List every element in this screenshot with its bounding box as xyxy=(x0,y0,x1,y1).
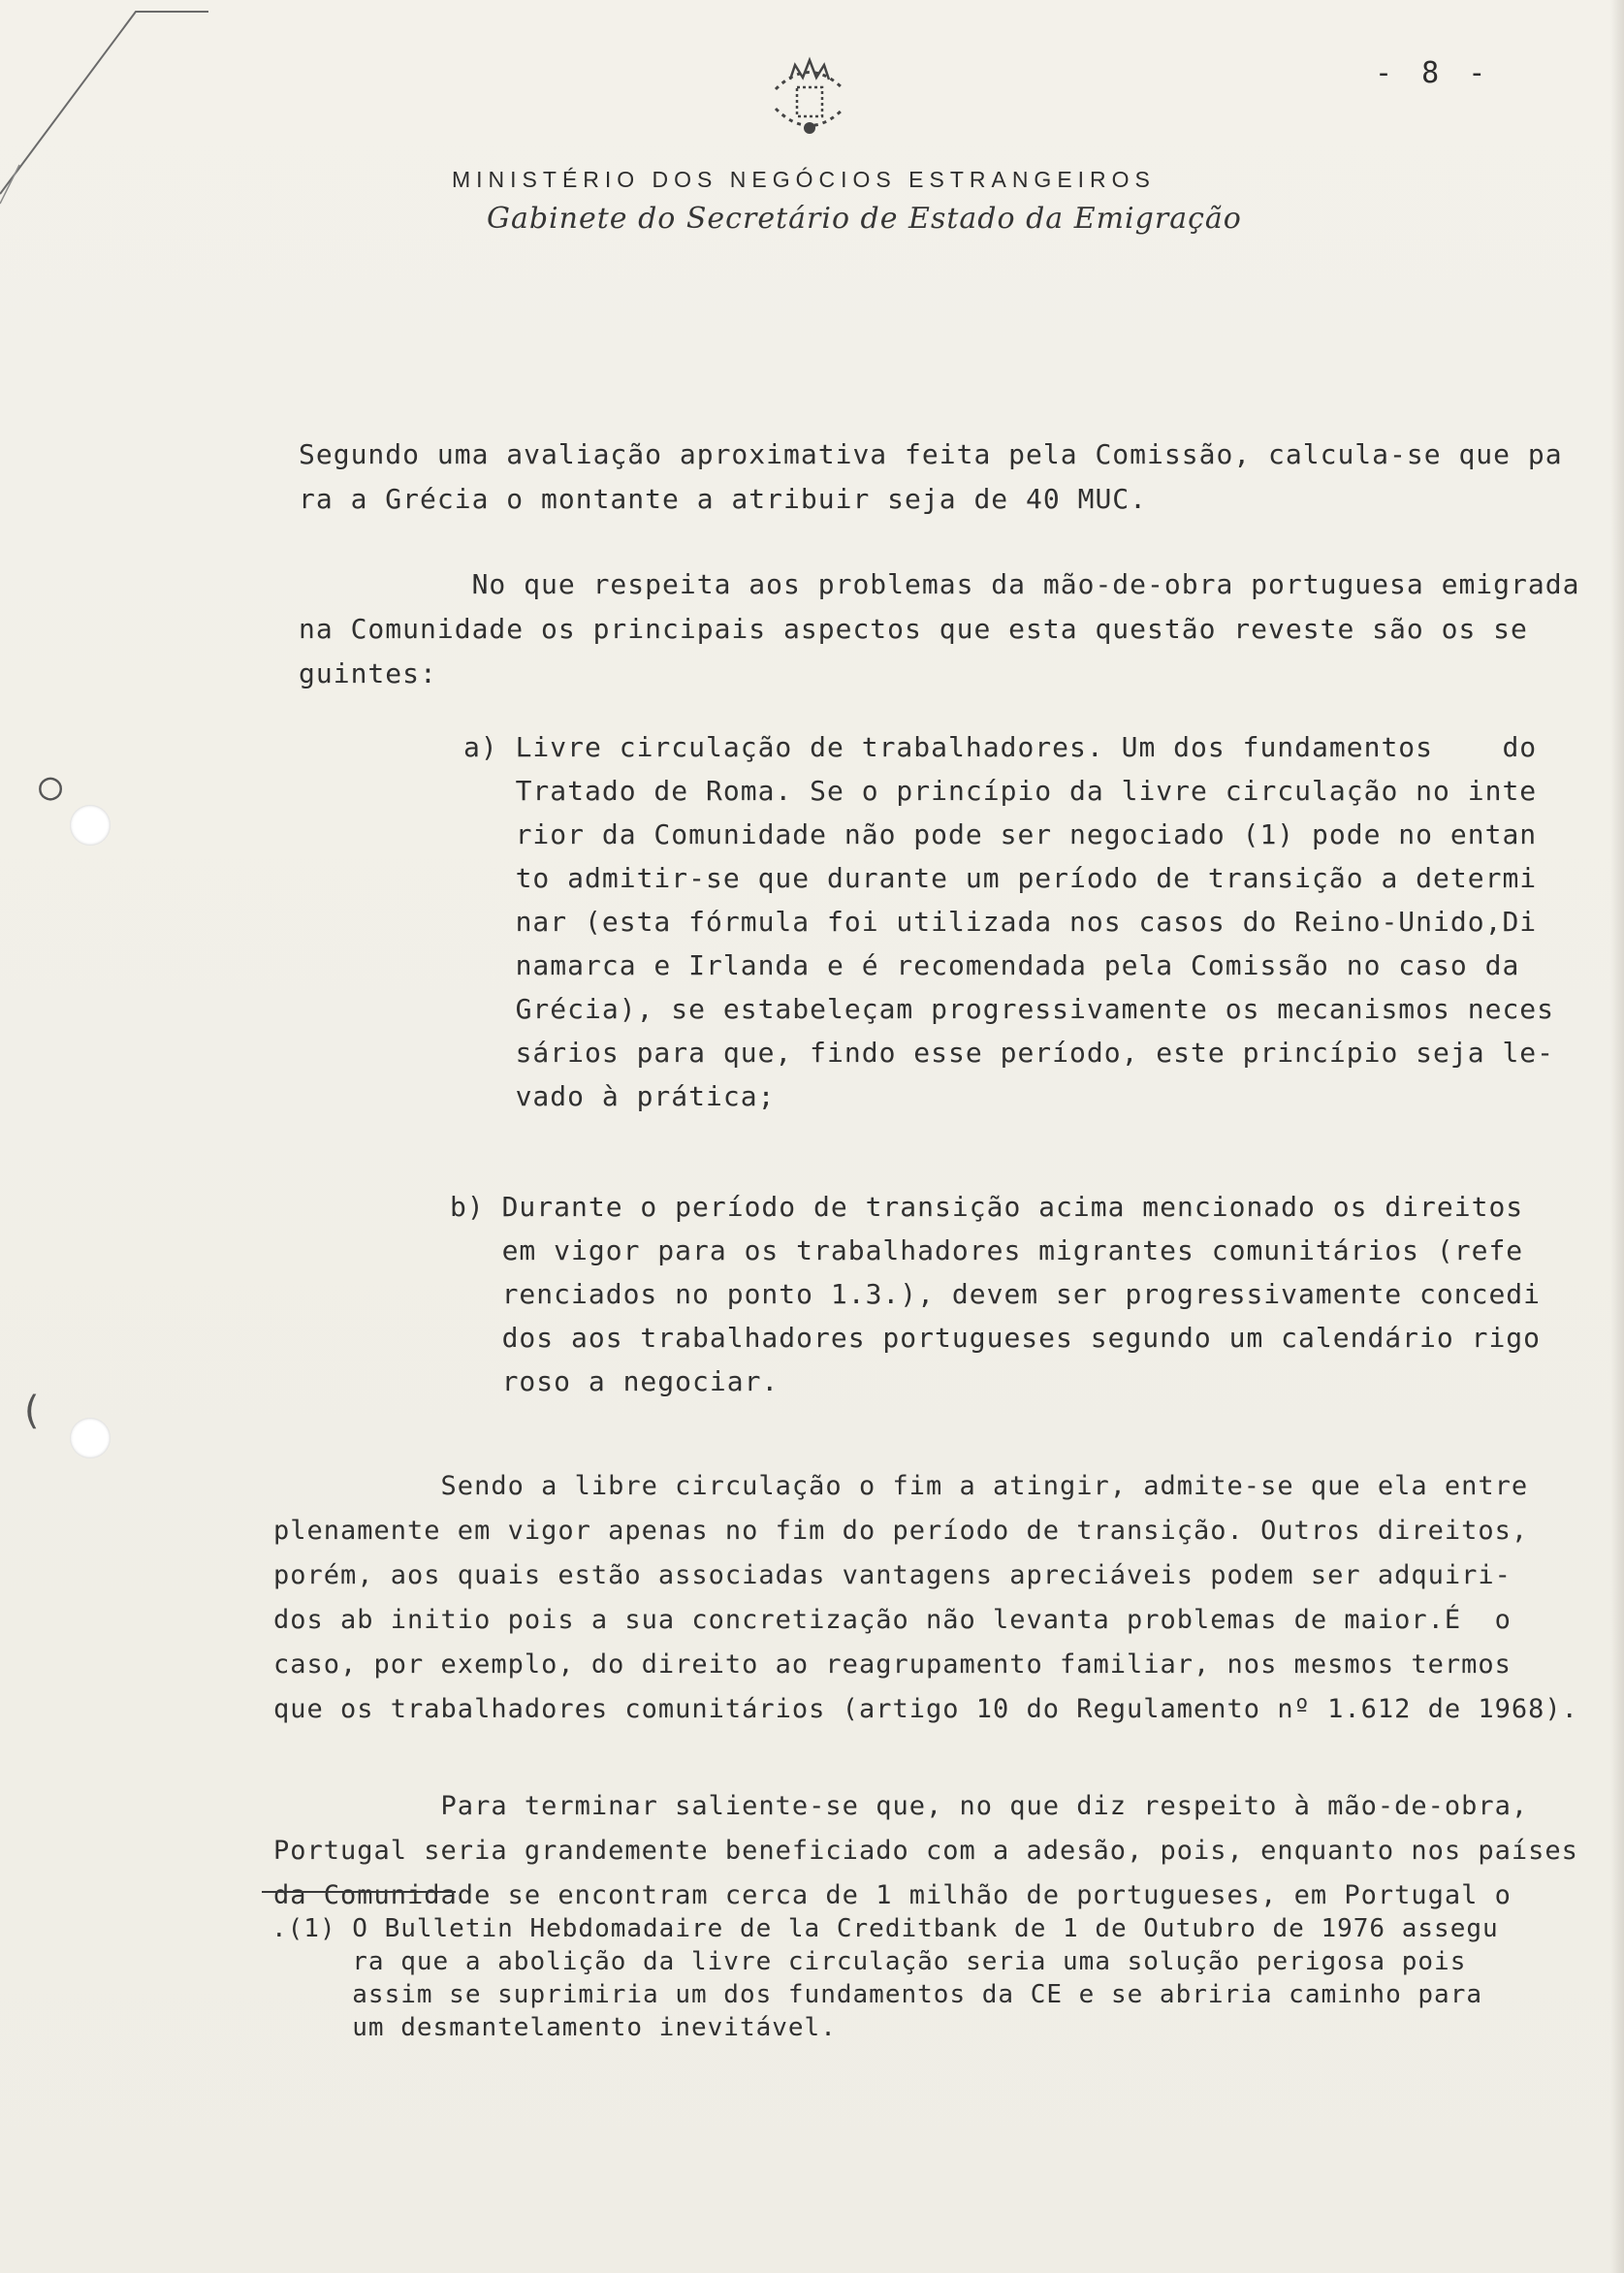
punch-ring-top: ○ xyxy=(39,764,63,809)
ministry-heading: MINISTÉRIO DOS NEGÓCIOS ESTRANGEIROS xyxy=(452,167,1156,192)
punch-hole-bottom xyxy=(70,1418,111,1458)
footnote-separator xyxy=(262,1891,456,1893)
paragraph-evaluation: Segundo uma avaliação aproximativa feita pela Comissão, calcula-se que pa ra a Grécia o montante a atribuir seja de 40 MUC. xyxy=(299,438,1563,515)
cabinet-subheading: Gabinete do Secretário de Estado da Emigração xyxy=(487,202,1242,236)
footnote: .(1) O Bulletin Hebdomadaire de la Creditbank de 1 de Outubro de 1976 assegu ra que a abolição da livre circulação seria uma solução perigosa pois assim se suprimiria um dos fundamentos da CE e se abriria caminho para um desmantelamento inevitável. xyxy=(271,1914,1499,2042)
page-edge-shadow xyxy=(1610,0,1624,2273)
list-item-a: a) Livre circulação de trabalhadores. Um dos fundamentos do Tratado de Roma. Se o princípio da livre circulação no inte rior da Comunidade não pode ser negociado (1) pode no entan to admitir-se que durante um período de transição a determi nar (esta fórmula foi utilizada nos casos do Reino-Unido,Di namarca e Irlanda e é recomendada pela Comissão no caso da Grécia), se estabeleçam progressivamente os mecanismos neces sários para que, findo esse período, este princípio seja le- vado à prática; xyxy=(463,731,1555,1112)
paragraph-free-circulation: Sendo a libre circulação o fim a atingir, admite-se que ela entre plenamente em vigor apenas no fim do período de transição. Outros direitos, porém, aos quais estão associadas vantagens apreciáveis podem ser adquiri- dos ab initio pois a sua concretização não levanta problemas de maior.É o caso, por exemplo, do direito ao reagrupamento familiar, nos mesmos termos que os trabalhadores comunitários (artigo 10 do Regulamento nº 1.612 de 1968). xyxy=(273,1471,1578,1724)
coat-of-arms-icon xyxy=(747,50,873,147)
punch-hole-top xyxy=(70,805,111,846)
list-item-b: b) Durante o período de transição acima mencionado os direitos em vigor para os trabalhadores migrantes comunitários (refe renciados no ponto 1.3.), devem ser progressivamente concedi dos aos trabalhadores portugueses segundo um calendário rigo roso a negociar. xyxy=(450,1191,1542,1397)
paragraph-labour-intro: No que respeita aos problemas da mão-de-obra portuguesa emigrada na Comunidade os principais aspectos que esta questão reveste são os se guintes: xyxy=(299,568,1580,689)
punch-ring-bottom: ( xyxy=(19,1389,44,1433)
paragraph-conclusion: Para terminar saliente-se que, no que diz respeito à mão-de-obra, Portugal seria grandemente beneficiado com a adesão, pois, enquanto nos países da Comunidade se encontram cerca de 1 milhão de portugueses, em Portugal o xyxy=(273,1791,1578,1910)
page-number: - 8 - xyxy=(1375,56,1492,90)
corner-fold-mark xyxy=(0,0,223,223)
